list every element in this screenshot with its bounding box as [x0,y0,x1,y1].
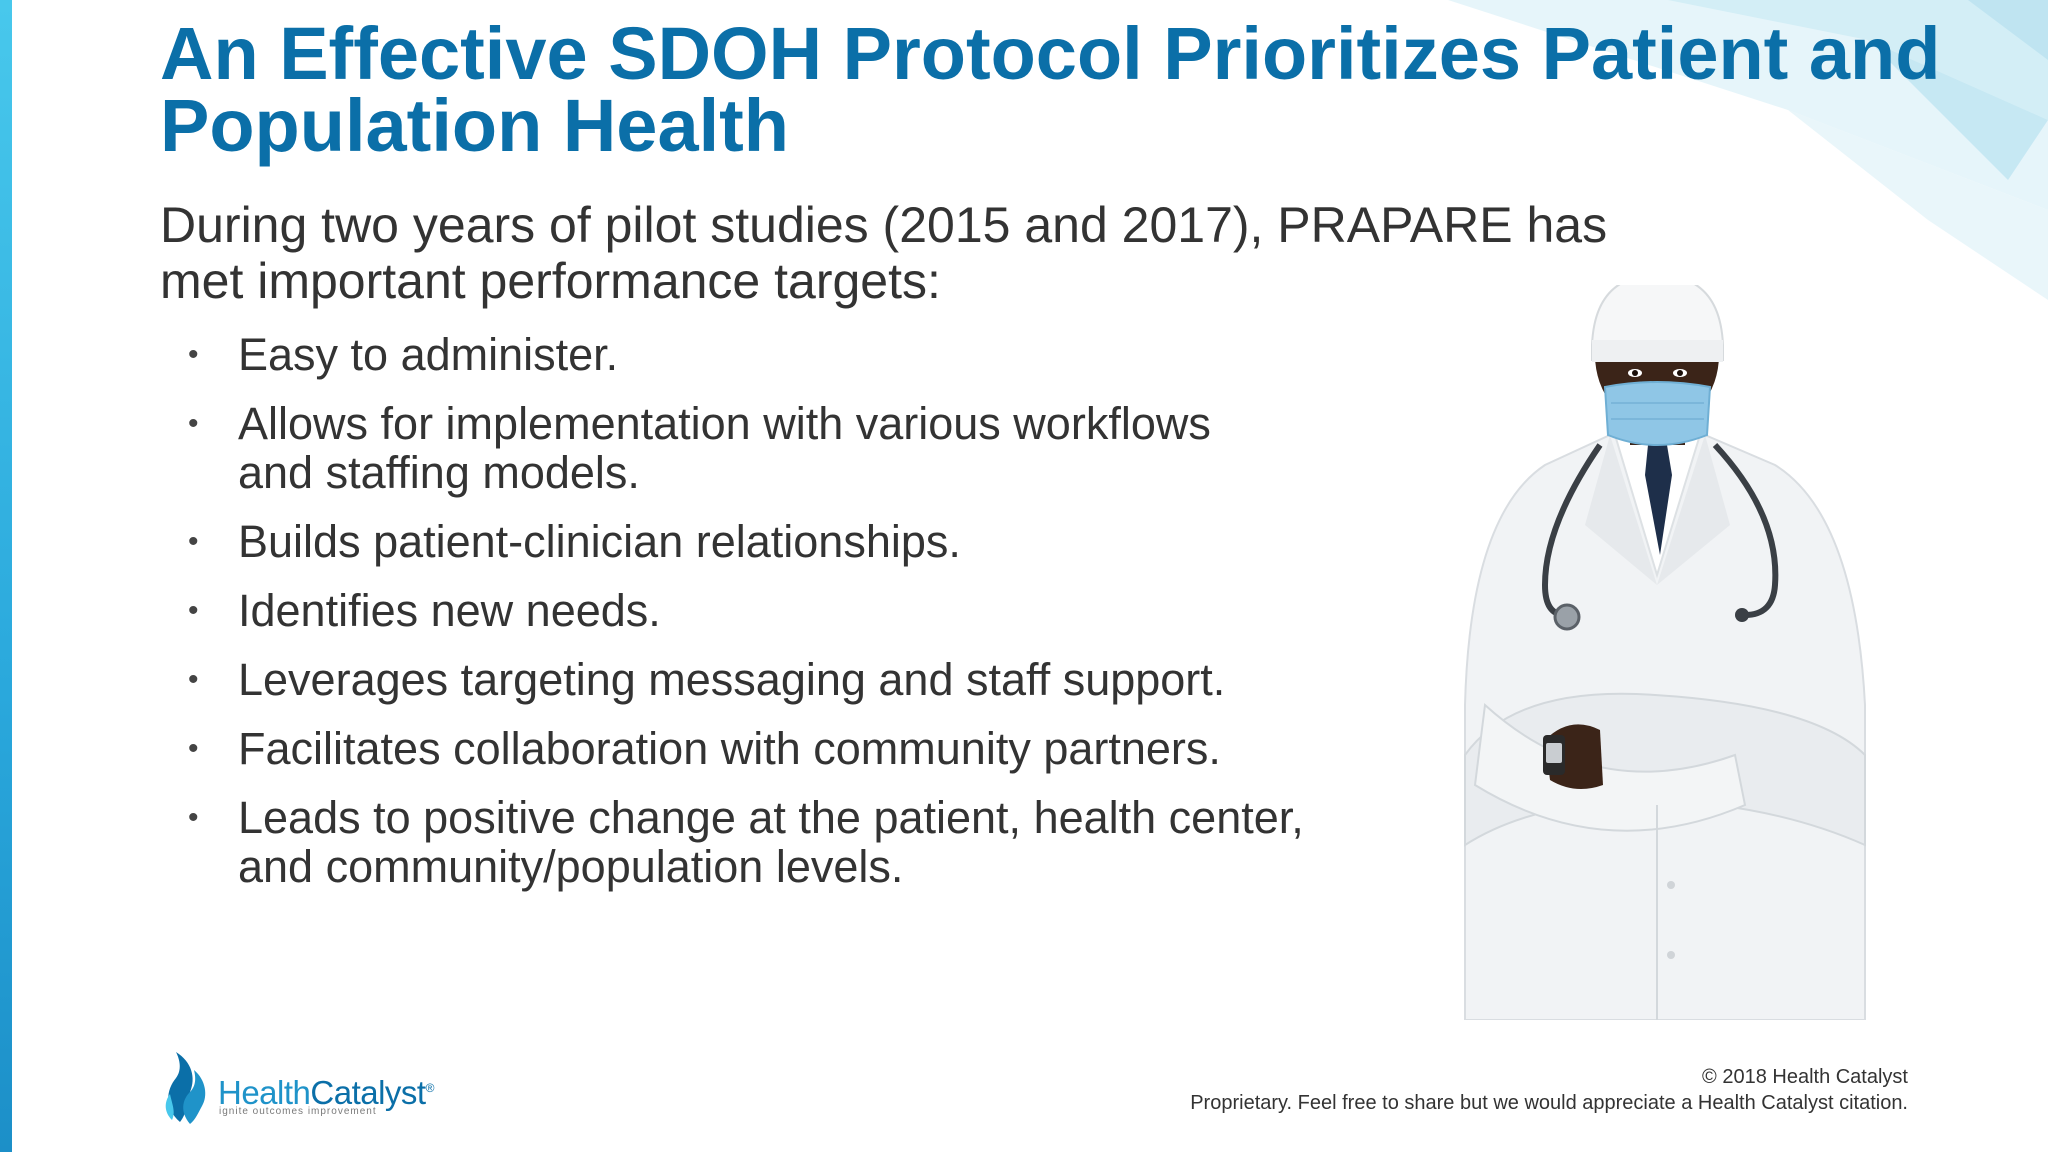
bullet-marker: • [188,594,199,627]
bullet-text: Easy to administer. [238,329,619,380]
bullet-text: Leads to positive change at the patient, health center, and community/population levels. [238,792,1304,892]
copyright-text: © 2018 Health Catalyst [1702,1066,1908,1088]
logo-wordmark [218,1070,434,1111]
logo-tagline: ignite outcomes improvement [219,1106,377,1117]
citation-notice: Proprietary. Feel free to share but we would appreciate a Health Catalyst citation. [1190,1092,1908,1114]
bullet-marker: • [188,525,199,558]
bullet-item [160,399,1410,497]
logo-word-catalyst: Catalyst [310,1074,426,1111]
slide-title: An Effective SDOH Protocol Prioritizes Patient and Population Health [160,12,1941,167]
bullet-item [160,517,1410,566]
bullet-item [160,655,1410,704]
registered-mark: ® [425,1081,434,1095]
bullet-item [160,586,1410,635]
bullet-item [160,330,1410,379]
bullet-marker: • [188,801,199,834]
intro-text: During two years of pilot studies (2015 and 2017), PRAPARE has met important performance targets: [160,197,1608,309]
footer [1190,1064,1908,1116]
bullet-marker: • [188,732,199,765]
bullet-item [160,793,1410,891]
bullet-marker: • [188,663,199,696]
bullet-text: Facilitates collaboration with community partners. [238,723,1221,774]
bullet-text: Allows for implementation with various workflows and staffing models. [238,398,1211,498]
logo-word-health: Health [218,1074,311,1111]
bullet-text: Leverages targeting messaging and staff support. [238,654,1226,705]
bullet-text: Builds patient-clinician relationships. [238,516,961,567]
bullet-list [160,330,1410,911]
left-accent-bar [0,0,12,1152]
bullet-marker: • [188,407,199,440]
bullet-marker: • [188,338,199,371]
bullet-text: Identifies new needs. [238,585,661,636]
flame-logo-icon [160,1050,212,1125]
doctor-photo [1395,285,1915,1020]
health-catalyst-logo [160,1050,480,1125]
bullet-item [160,724,1410,773]
